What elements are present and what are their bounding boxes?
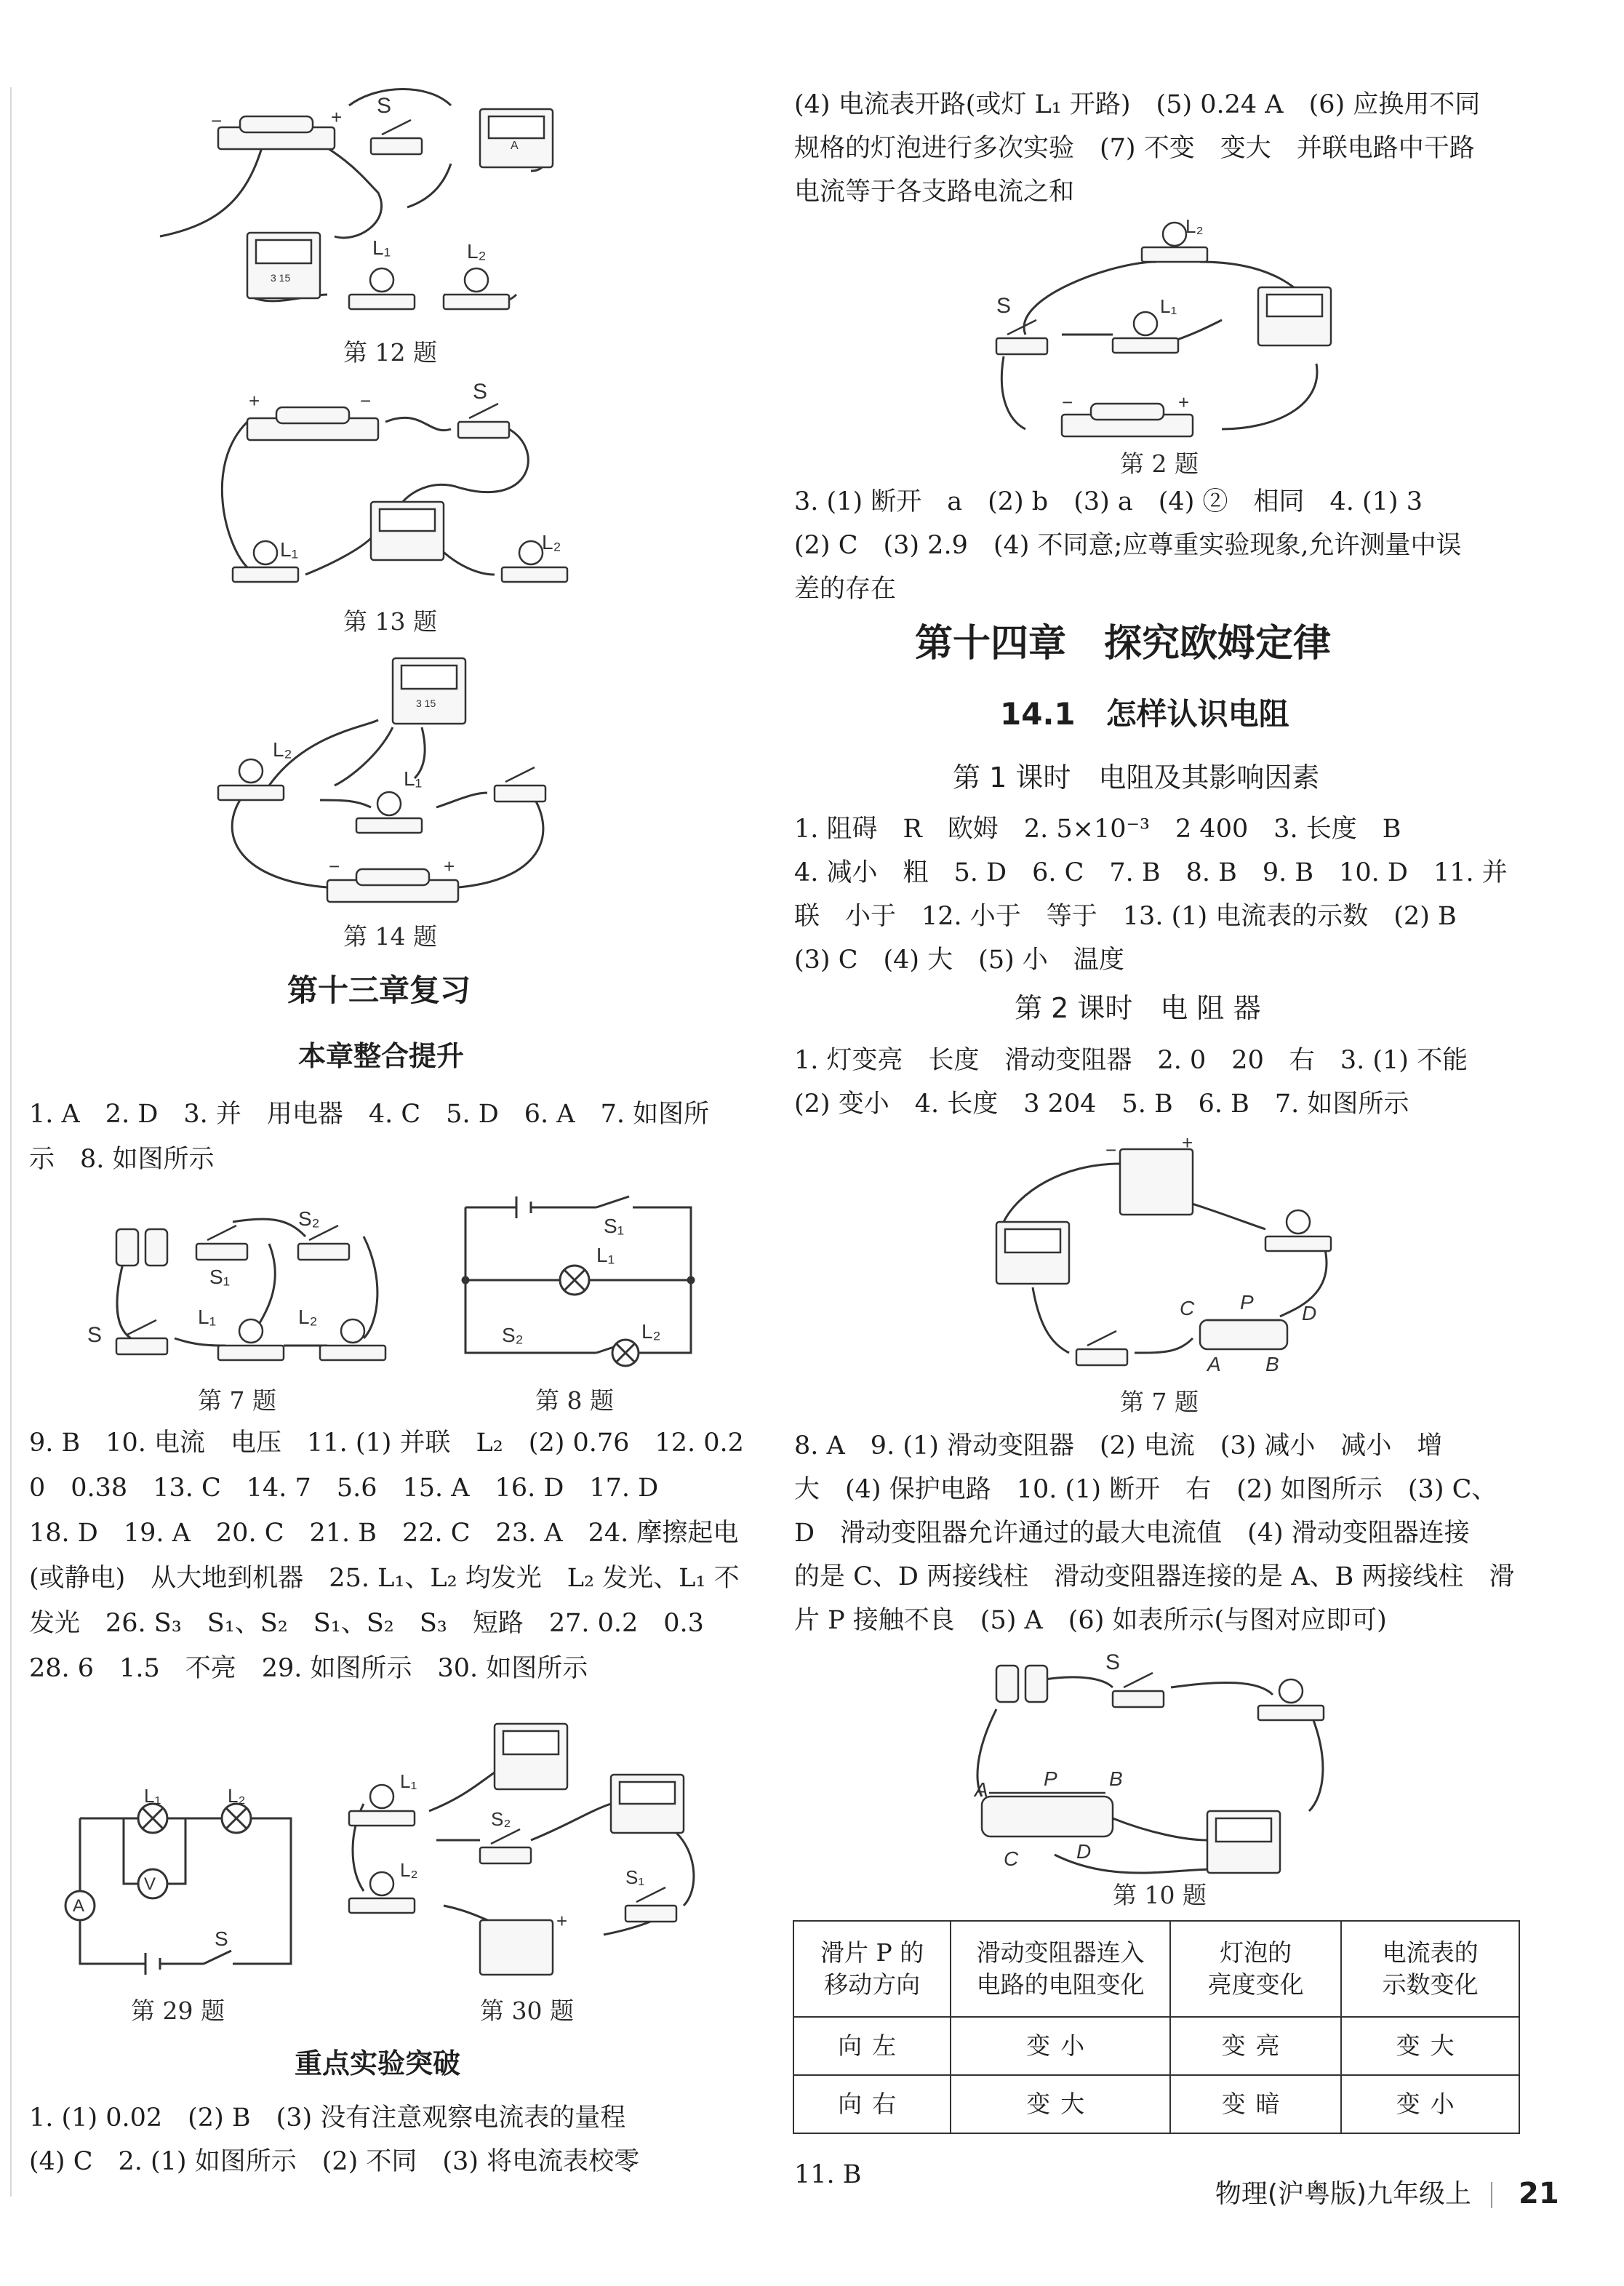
- battery-icon: [211, 106, 342, 149]
- svg-text:S: S: [1105, 1650, 1121, 1674]
- svg-text:A: A: [1207, 1353, 1221, 1375]
- ammeter-icon: [480, 109, 553, 167]
- caption-fig29: 第 29 题: [131, 1997, 225, 2025]
- svg-text:L₂: L₂: [641, 1320, 661, 1343]
- answer-line: 差的存在: [794, 575, 897, 604]
- lesson2-title: 第 2 课时 电 阻 器: [1015, 992, 1261, 1024]
- answer-line: 4. 减小 粗 5. D 6. C 7. B 8. B 9. B 10. D 11. 并: [794, 858, 1508, 887]
- svg-text:S₂: S₂: [502, 1324, 524, 1346]
- switch-icon: [996, 338, 1047, 354]
- figure-7-left: [87, 1193, 393, 1375]
- caption-fig8: 第 8 题: [535, 1386, 614, 1415]
- book-title-footer: 物理(沪粤版)九年级上: [1215, 2179, 1471, 2209]
- voltmeter-icon: [247, 233, 320, 298]
- caption-fig2: 第 2 题: [1120, 449, 1199, 478]
- svg-text:S: S: [87, 1323, 103, 1347]
- table-header: 滑动变阻器连入 电路的电阻变化: [951, 1921, 1170, 2017]
- answer-line: (2) 变小 4. 长度 3 204 5. B 6. B 7. 如图所示: [794, 1090, 1409, 1119]
- lamp-icon: [444, 240, 509, 309]
- rheostat-icon: [1200, 1320, 1287, 1349]
- switch-icon: [371, 94, 422, 154]
- switch-icon: [116, 1338, 167, 1354]
- svg-text:+: +: [1182, 1132, 1193, 1154]
- key-experiment-title: 重点实验突破: [295, 2047, 461, 2079]
- svg-text:L₁: L₁: [400, 1770, 417, 1792]
- svg-text:+: +: [1178, 391, 1190, 413]
- lamp-icon: [1142, 247, 1207, 262]
- battery-icon: [116, 1229, 138, 1266]
- lesson1-title: 第 1 课时 电阻及其影响因素: [953, 762, 1320, 794]
- answer-line: 示 8. 如图所示: [29, 1145, 215, 1174]
- figure-14: [218, 647, 582, 909]
- rheostat-table: [793, 1920, 1520, 2134]
- answer-line: 大 (4) 保护电路 10. (1) 断开 右 (2) 如图所示 (3) C、: [794, 1475, 1497, 1504]
- svg-text:−: −: [211, 110, 223, 132]
- answer-line: (3) C (4) 大 (5) 小 温度: [794, 946, 1124, 975]
- figure-30: [335, 1709, 713, 1986]
- svg-text:A: A: [975, 1778, 988, 1801]
- lamp-icon: [502, 567, 567, 582]
- table-cell: 向左: [793, 2017, 951, 2075]
- lamp-icon: [320, 1346, 385, 1360]
- caption-fig13: 第 13 题: [343, 607, 437, 636]
- svg-text:L₂: L₂: [400, 1859, 418, 1881]
- lamp-icon: [1113, 338, 1178, 353]
- answer-line: D 滑动变阻器允许通过的最大电流值 (4) 滑动变阻器连接: [794, 1519, 1470, 1548]
- svg-text:L₂: L₂: [228, 1785, 246, 1807]
- answer-line: 1. 阻碍 R 欧姆 2. 5×10⁻³ 2 400 3. 长度 B: [794, 815, 1401, 844]
- svg-text:A: A: [511, 140, 519, 152]
- answer-line: 3. (1) 断开 a (2) b (3) a (4) ② 相同 4. (1) 3: [794, 487, 1423, 516]
- svg-text:L₂: L₂: [542, 531, 561, 553]
- caption-fig10: 第 10 题: [1113, 1881, 1207, 1909]
- answer-line: 联 小于 12. 小于 等于 13. (1) 电流表的示数 (2) B: [794, 902, 1457, 931]
- svg-text:S: S: [996, 294, 1012, 318]
- svg-text:S₂: S₂: [491, 1808, 511, 1830]
- svg-text:L₁: L₁: [144, 1785, 161, 1807]
- switch-icon: [625, 1906, 676, 1922]
- lamp-icon: [218, 786, 284, 800]
- answer-line: 规格的灯泡进行多次实验 (7) 不变 变大 并联电路中干路: [794, 134, 1475, 163]
- table-cell: 变大: [951, 2075, 1170, 2133]
- section-title: 14.1 怎样认识电阻: [1000, 696, 1289, 732]
- answer-line: (4) C 2. (1) 如图所示 (2) 不同 (3) 将电流表校零: [29, 2147, 640, 2176]
- table-cell: 变大: [1341, 2017, 1519, 2075]
- battery-icon: [1120, 1149, 1193, 1215]
- answer-line: (2) C (3) 2.9 (4) 不同意;应尊重实验现象,允许测量中误: [794, 531, 1462, 560]
- switch-icon: [480, 1847, 531, 1863]
- svg-text:L₁: L₁: [280, 538, 299, 561]
- svg-text:+: +: [249, 390, 260, 412]
- svg-text:−: −: [360, 390, 372, 412]
- table-header: 灯泡的 亮度变化: [1170, 1921, 1341, 2017]
- lamp-icon: [218, 1346, 284, 1360]
- svg-text:B: B: [1265, 1353, 1279, 1375]
- svg-text:S: S: [215, 1927, 228, 1950]
- svg-text:L₂: L₂: [467, 240, 487, 263]
- table-header: 电流表的 示数变化: [1341, 1921, 1519, 2017]
- answer-line: 1. 灯变亮 长度 滑动变阻器 2. 0 20 右 3. (1) 不能: [794, 1046, 1468, 1075]
- table-cell: 向右: [793, 2075, 951, 2133]
- svg-text:+: +: [331, 106, 343, 128]
- lamp-icon: [356, 818, 422, 833]
- lamp-icon: [233, 567, 298, 582]
- svg-text:S₁: S₁: [209, 1266, 231, 1288]
- answer-line: (或静电) 从大地到机器 25. L₁、L₂ 均发光 L₂ 发光、L₁ 不: [29, 1564, 740, 1593]
- answer-line: 电流等于各支路电流之和: [794, 177, 1075, 207]
- figure-29-schematic: [58, 1785, 305, 1978]
- lamp-icon: [1258, 1706, 1324, 1720]
- answer-line: (4) 电流表开路(或灯 L₁ 开路) (5) 0.24 A (6) 应换用不同: [794, 90, 1481, 119]
- caption-fig14: 第 14 题: [343, 922, 437, 951]
- footer-divider: [1491, 2182, 1492, 2208]
- figure-7-right: [989, 1132, 1338, 1382]
- table-row: [793, 2075, 1519, 2133]
- caption-fig7-left: 第 7 题: [198, 1386, 276, 1415]
- svg-text:L₂: L₂: [298, 1306, 318, 1328]
- svg-text:L₁: L₁: [1160, 295, 1177, 317]
- figure-8-schematic: [451, 1193, 713, 1375]
- switch-icon: [1113, 1691, 1164, 1707]
- svg-text:S₂: S₂: [298, 1207, 320, 1230]
- table-cell: 变亮: [1170, 2017, 1341, 2075]
- figure-2: [967, 215, 1345, 444]
- answer-line: 11. B: [794, 2160, 862, 2189]
- table-cell: 变暗: [1170, 2075, 1341, 2133]
- svg-text:L₂: L₂: [273, 738, 292, 761]
- answer-line: 的是 C、D 两接线柱 滑动变阻器连接的是 A、B 两接线柱 滑: [794, 1562, 1515, 1591]
- svg-text:S: S: [473, 380, 488, 404]
- svg-text:P: P: [1044, 1767, 1057, 1790]
- svg-text:S₁: S₁: [625, 1866, 645, 1888]
- page-number: 21: [1519, 2177, 1559, 2210]
- svg-text:3 15: 3 15: [271, 272, 291, 284]
- chapter13-review-title: 第十三章复习: [287, 972, 471, 1008]
- table-header: 滑片 P 的 移动方向: [793, 1921, 951, 2017]
- figure-13: [218, 378, 567, 596]
- answer-line: 发光 26. S₃ S₁、S₂ S₁、S₂ S₃ 短路 27. 0.2 0.3: [29, 1609, 704, 1638]
- svg-text:L₁: L₁: [198, 1306, 217, 1328]
- lamp-icon: [349, 1898, 415, 1913]
- svg-text:−: −: [329, 855, 340, 877]
- table-row: [793, 2017, 1519, 2075]
- svg-text:S₁: S₁: [604, 1215, 625, 1237]
- svg-text:−: −: [1105, 1139, 1117, 1161]
- switch-icon: [458, 422, 509, 438]
- lamp-icon: [349, 236, 415, 309]
- svg-text:−: −: [1062, 391, 1073, 413]
- caption-fig30: 第 30 题: [480, 1997, 574, 2025]
- switch-icon: [298, 1244, 349, 1260]
- figure-12: [204, 76, 567, 324]
- switch-icon: [196, 1244, 247, 1260]
- svg-text:P: P: [1240, 1291, 1254, 1314]
- table-cell: 变小: [1341, 2075, 1519, 2133]
- svg-text:C: C: [1180, 1297, 1195, 1319]
- answer-line: 0 0.38 13. C 14. 7 5.6 15. A 16. D 17. D: [29, 1474, 659, 1503]
- svg-text:+: +: [556, 1910, 568, 1932]
- battery-icon: [996, 1666, 1018, 1702]
- answer-line: 28. 6 1.5 不亮 29. 如图所示 30. 如图所示: [29, 1654, 588, 1683]
- lamp-icon: [1265, 1236, 1331, 1251]
- svg-text:D: D: [1302, 1302, 1317, 1324]
- chapter14-title: 第十四章 探究欧姆定律: [915, 622, 1332, 666]
- svg-text:S: S: [377, 94, 392, 118]
- integration-title: 本章整合提升: [298, 1040, 465, 1072]
- lamp-icon: [349, 1811, 415, 1826]
- answer-line: 8. A 9. (1) 滑动变阻器 (2) 电流 (3) 减小 减小 增: [794, 1431, 1443, 1460]
- svg-text:L₁: L₁: [372, 236, 391, 259]
- svg-text:L₂: L₂: [1185, 215, 1204, 237]
- svg-text:D: D: [1076, 1840, 1092, 1863]
- svg-text:A: A: [73, 1896, 85, 1916]
- answer-line: 1. A 2. D 3. 并 用电器 4. C 5. D 6. A 7. 如图所: [29, 1100, 710, 1129]
- table-cell: 变小: [951, 2017, 1170, 2075]
- svg-text:B: B: [1109, 1767, 1123, 1790]
- column-rule: [10, 87, 12, 2197]
- answer-line: 18. D 19. A 20. C 21. B 22. C 23. A 24. 摩擦起电: [29, 1519, 739, 1548]
- rheostat-icon: [982, 1797, 1113, 1837]
- svg-text:3 15: 3 15: [416, 698, 436, 709]
- svg-text:+: +: [444, 855, 455, 877]
- table-header-row: [793, 1921, 1519, 2017]
- svg-text:L₁: L₁: [596, 1244, 615, 1266]
- switch-icon: [495, 786, 545, 802]
- battery-icon: [480, 1920, 553, 1975]
- svg-text:C: C: [1004, 1847, 1019, 1870]
- caption-fig7-right: 第 7 题: [1120, 1388, 1199, 1416]
- answer-line: 1. (1) 0.02 (2) B (3) 没有注意观察电流表的量程: [29, 2103, 626, 2133]
- svg-text:L₁: L₁: [404, 767, 423, 790]
- caption-fig12: 第 12 题: [343, 338, 437, 367]
- figure-10: [967, 1651, 1345, 1884]
- svg-text:V: V: [144, 1874, 156, 1894]
- switch-icon: [1076, 1349, 1127, 1365]
- answer-line: 9. B 10. 电流 电压 11. (1) 并联 L₂ (2) 0.76 12. 0.2: [29, 1428, 744, 1458]
- answer-line: 片 P 接触不良 (5) A (6) 如表所示(与图对应即可): [794, 1606, 1387, 1635]
